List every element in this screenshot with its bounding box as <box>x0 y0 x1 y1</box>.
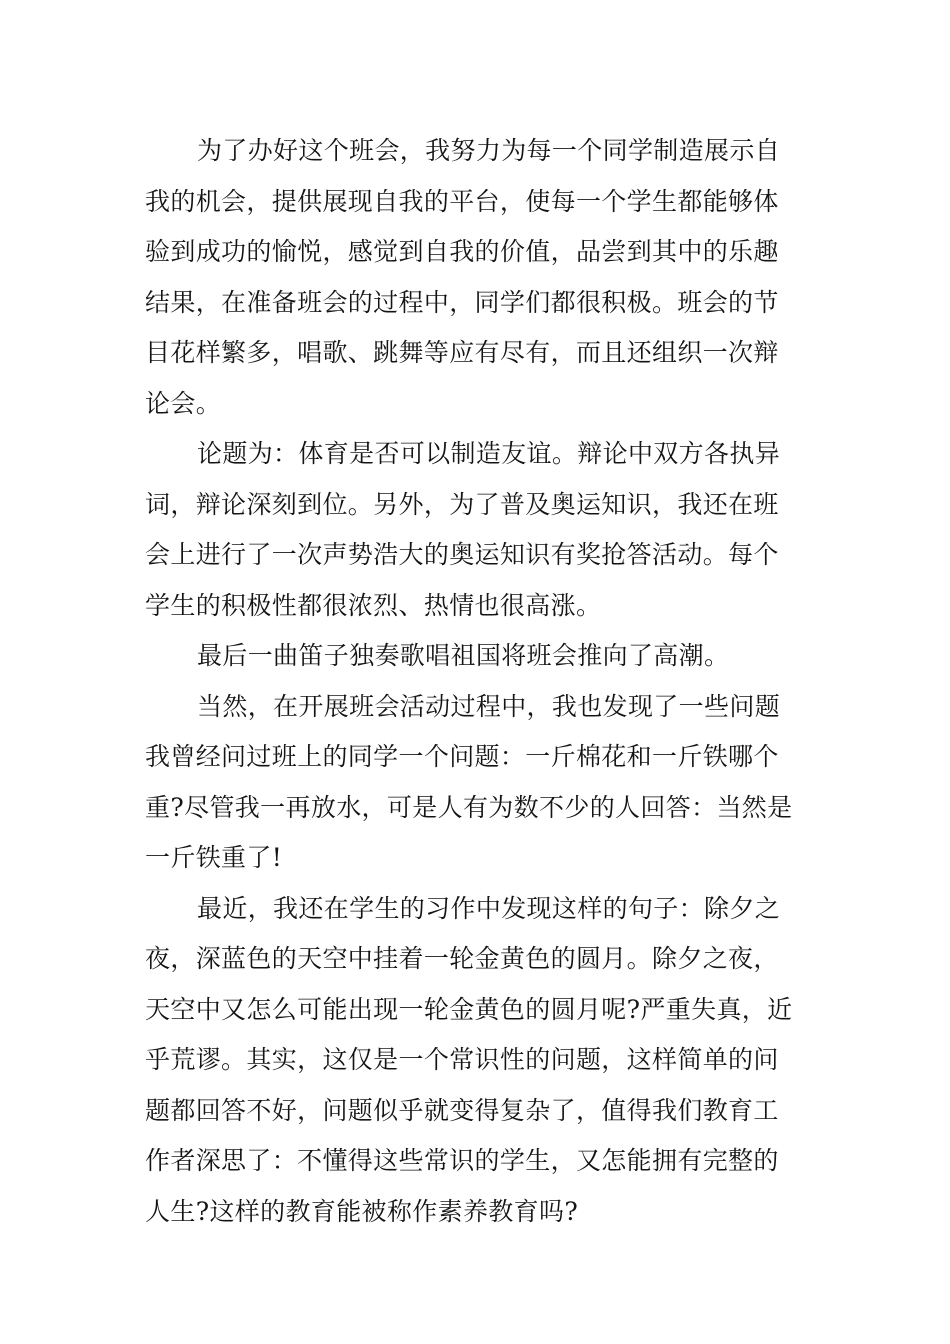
paragraph-first-line: 当然，在开展班会活动过程中，我也发现了一些问题 <box>197 691 781 721</box>
paragraph-first-line: 最后一曲笛子独奏歌唱祖国将班会推向了高潮。 <box>197 641 730 670</box>
paragraph-first-line: 论题为：体育是否可以制造友谊。辩论中双方各执异 <box>197 439 781 468</box>
text-line: 结果，在准备班会的过程中，同学们都很积极。班会的节 <box>145 287 779 317</box>
text-line: 夜，深蓝色的天空中挂着一轮金黄色的圆月。除夕之夜， <box>145 944 779 973</box>
text-line: 我曾经问过班上的同学一个问题：一斤棉花和一斤铁哪个 <box>145 742 779 771</box>
text-line: 会上进行了一次声势浩大的奥运知识有奖抢答活动。每个 <box>145 540 779 569</box>
text-line: 我的机会，提供展现自我的平台，使每一个学生都能够体 <box>145 186 779 216</box>
text-line: 一斤铁重了! <box>145 843 283 872</box>
text-line: 目花样繁多，唱歌、跳舞等应有尽有，而且还组织一次辩 <box>145 338 779 367</box>
paragraph-first-line: 最近，我还在学生的习作中发现这样的句子：除夕之 <box>197 893 781 923</box>
text-line: 验到成功的愉悦，感觉到自我的价值，品尝到其中的乐趣 <box>145 237 779 266</box>
text-line: 乎荒谬。其实，这仅是一个常识性的问题，这样简单的问 <box>145 1045 779 1074</box>
text-line: 作者深思了：不懂得这些常识的学生，又怎能拥有完整的 <box>145 1146 779 1175</box>
text-line: 题都回答不好，问题似乎就变得复杂了，值得我们教育工 <box>145 1095 779 1125</box>
text-line: 词，辩论深刻到位。另外，为了普及奥运知识，我还在班 <box>145 489 779 519</box>
paragraph-first-line: 为了办好这个班会，我努力为每一个同学制造展示自 <box>197 136 781 165</box>
text-line: 学生的积极性都很浓烈、热情也很高涨。 <box>145 590 602 620</box>
text-line: 重?尽管我一再放水，可是人有为数不少的人回答：当然是 <box>145 792 793 822</box>
document-body <box>145 126 810 1237</box>
text-line: 人生?这样的教育能被称作素养教育吗? <box>145 1196 579 1226</box>
text-line: 论会。 <box>145 388 222 418</box>
text-line: 天空中又怎么可能出现一轮金黄色的圆月呢?严重失真，近 <box>145 994 793 1024</box>
